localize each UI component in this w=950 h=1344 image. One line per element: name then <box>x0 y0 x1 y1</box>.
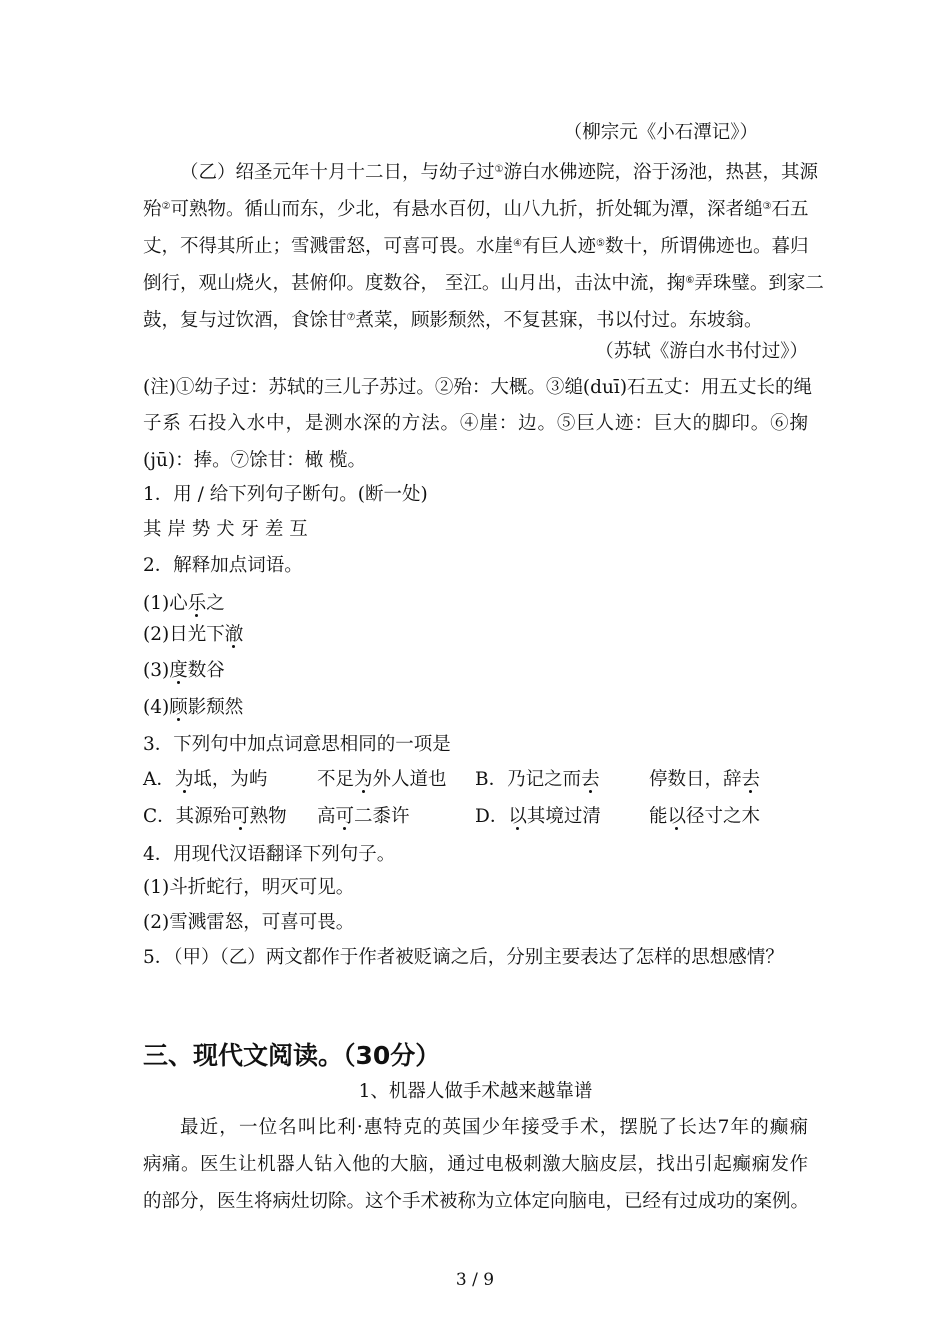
dotted-word: 度 <box>169 660 188 681</box>
q5-question: 5．（甲）（乙）两文都作于作者被贬谪之后，分别主要表达了怎样的思想感情？ <box>143 947 784 968</box>
passage-b-line <box>143 229 808 259</box>
article-title: 1、机器人做手术越来越靠谱 <box>358 1081 593 1102</box>
source-a: （柳宗元《小石潭记》） <box>563 122 758 143</box>
footnote-mark: ② <box>161 201 171 212</box>
option-a: A．为坻，为屿 <box>143 769 268 790</box>
text: 有巨人迹 <box>521 236 596 257</box>
text: 鼓，复与过饮酒，食馀甘 <box>143 310 347 331</box>
q1-title: 1．用 / 给下列句子断句。(断一处) <box>143 484 428 505</box>
page-number: 3 / 9 <box>455 1270 495 1290</box>
text: 殆 <box>143 199 162 220</box>
section-heading: 三、现代文阅读。（30分） <box>143 1041 441 1070</box>
option-d-compare: 能以径寸之木 <box>649 806 761 827</box>
passage-b-line <box>143 155 818 185</box>
q4-item: (2)雪溅雷怒，可喜可畏。 <box>143 912 355 933</box>
source-b: （苏轼《游白水书付过》） <box>595 341 808 362</box>
footnote-mark: ③ <box>762 201 772 212</box>
text: (1)心 <box>143 593 188 614</box>
option-a-compare: 不足为外人道也 <box>317 769 447 790</box>
note-line: (jū)：捧。⑦馀甘：橄 榄。 <box>143 450 366 471</box>
option-b: B．乃记之而去 <box>475 769 600 790</box>
q4-title: 4．用现代汉语翻译下列句子。 <box>143 844 396 865</box>
article-line: 的部分，医生将病灶切除。这个手术被称为立体定向脑电，已经有过成功的案例。 <box>143 1191 810 1212</box>
text: 数谷 <box>187 660 225 681</box>
text: （乙）绍圣元年十月十二日，与幼子过 <box>180 162 495 183</box>
text: 可熟物。循山而东，少北，有悬水百仞，山八九折，折处辄为潭，深者缒 <box>170 199 763 220</box>
footnote-mark: ⑥ <box>685 275 695 286</box>
passage-b-line <box>143 303 808 333</box>
dotted-word: 乐 <box>187 593 207 614</box>
q1-sentence: 其 岸 势 犬 牙 差 互 <box>143 519 308 540</box>
text: (2)日光下 <box>143 624 225 645</box>
option-c-compare: 高可二黍许 <box>317 806 410 827</box>
passage-b-line <box>143 192 808 222</box>
option-c: C．其源殆可熟物 <box>143 806 287 827</box>
text: 弄珠璧。到家二 <box>694 273 824 294</box>
text: 倒行，观山烧火，甚俯仰。度数谷， 至江。山月出，击汰中流，掬 <box>143 273 686 294</box>
footnote-mark: ④ <box>513 238 522 249</box>
dotted-word: 顾 <box>169 697 188 718</box>
option-b-compare: 停数日，辞去 <box>649 769 761 790</box>
text: 影颓然 <box>187 697 244 718</box>
q2-item <box>143 656 808 686</box>
q2-item <box>143 589 808 619</box>
article-line: 病痛。医生让机器人钻入他的大脑，通过电极刺激大脑皮层，找出引起癫痫发作 <box>143 1154 808 1175</box>
text: 游白水佛迹院，浴于汤池，热甚，其源 <box>503 162 818 183</box>
q3-options-cd <box>143 802 808 832</box>
text: 之 <box>206 593 225 614</box>
q2-title: 2．解释加点词语。 <box>143 555 303 576</box>
text: (4) <box>143 697 170 718</box>
footnote-mark: ⑤ <box>596 238 605 249</box>
text: 石五 <box>771 199 809 220</box>
footnote-mark: ⑦ <box>346 312 356 323</box>
note-line: 子系 石投入水中，是测水深的方法。④崖：边。⑤巨人迹：巨大的脚印。⑥掬 <box>143 413 808 434</box>
note-line: (注)①幼子过：苏轼的三儿子苏过。②殆：大概。③缒(duī)石五丈：用五丈长的绳 <box>143 377 813 398</box>
q2-item <box>143 693 808 723</box>
q3-title: 3．下列句中加点词意思相同的一项是 <box>143 734 451 755</box>
passage-b-line <box>143 266 824 296</box>
text: 煮菜，顾影颓然，不复甚寐，书以付过。东坡翁。 <box>355 310 763 331</box>
text: (3) <box>143 660 170 681</box>
footnote-mark: ① <box>494 164 504 175</box>
dotted-word: 澈 <box>224 624 244 645</box>
q4-item: (1)斗折蛇行，明灭可见。 <box>143 877 355 898</box>
q3-options-ab <box>143 765 808 795</box>
option-d: D．以其境过清 <box>475 806 601 827</box>
q2-item <box>143 620 808 650</box>
text: 数十，所谓佛迹也。暮归 <box>604 236 809 257</box>
article-line: 最近，一位名叫比利·惠特克的英国少年接受手术，摆脱了长达7年的癫痫 <box>180 1117 808 1138</box>
text: 丈，不得其所止；雪溅雷怒，可喜可畏。水崖 <box>143 236 514 257</box>
